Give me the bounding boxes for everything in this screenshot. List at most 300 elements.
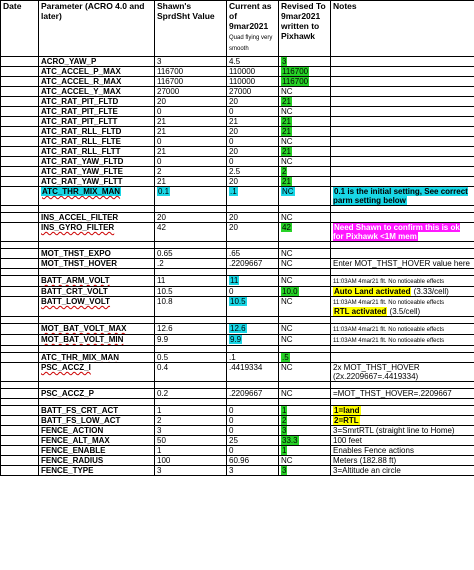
current-value: 4.5 xyxy=(229,57,241,66)
cell-shawn xyxy=(155,117,227,127)
cell-shawn xyxy=(155,77,227,87)
cell-param xyxy=(39,353,155,363)
cell-date xyxy=(1,57,39,67)
cell-revised xyxy=(279,259,331,269)
current-value: .65 xyxy=(229,249,241,258)
table-row xyxy=(1,456,474,466)
shawn-value: 42 xyxy=(157,223,166,232)
spacer-cell xyxy=(155,346,227,353)
cell-current xyxy=(227,436,279,446)
current-value: .2209667 xyxy=(229,389,263,398)
cell-shawn xyxy=(155,287,227,297)
note-text: Need Shawn to confirm this is ok for Pixhawk <1M mem xyxy=(333,223,460,241)
cell-param xyxy=(39,297,155,317)
spacer-cell xyxy=(39,382,155,389)
cell-current xyxy=(227,223,279,242)
cell-current xyxy=(227,259,279,269)
cell-date xyxy=(1,127,39,137)
revised-value: NC xyxy=(281,157,293,166)
cell-shawn xyxy=(155,456,227,466)
note-text: 100 feet xyxy=(333,436,362,445)
header-row xyxy=(1,1,474,57)
shawn-value: 3 xyxy=(157,466,162,475)
spacer-cell xyxy=(1,399,39,406)
cell-notes xyxy=(331,416,474,426)
param-name: ATC_RAT_RLL_FLTE xyxy=(41,137,121,146)
cell-current xyxy=(227,97,279,107)
param-name: ATC_ACCEL_R_MAX xyxy=(41,77,122,86)
cell-param xyxy=(39,117,155,127)
cell-date xyxy=(1,406,39,416)
cell-param xyxy=(39,426,155,436)
revised-value: 21 xyxy=(282,97,291,106)
cell-shawn xyxy=(155,297,227,317)
current-value: 20 xyxy=(229,213,238,222)
cell-revised xyxy=(279,363,331,382)
cell-revised xyxy=(279,107,331,117)
param-name: MOT_BAT_VOLT_MAX xyxy=(41,324,127,333)
cell-notes xyxy=(331,117,474,127)
note-text: 11:03AM 4mar21 flt. No noticeable effects xyxy=(333,279,445,285)
cell-revised xyxy=(279,249,331,259)
cell-notes xyxy=(331,213,474,223)
revised-value: NC xyxy=(281,213,293,222)
cell-shawn xyxy=(155,335,227,346)
spacer-cell xyxy=(1,346,39,353)
cell-revised xyxy=(279,187,331,206)
table-row xyxy=(1,436,474,446)
cell-date xyxy=(1,249,39,259)
revised-value: 3 xyxy=(282,426,287,435)
spacer-cell xyxy=(39,346,155,353)
cell-current xyxy=(227,57,279,67)
spacer-cell xyxy=(331,269,474,276)
table-row xyxy=(1,335,474,346)
spacer-row xyxy=(1,269,474,276)
revised-value: NC xyxy=(281,335,293,344)
current-value: 110000 xyxy=(229,77,256,86)
shawn-value: 9.9 xyxy=(157,335,169,344)
current-value: 20 xyxy=(229,177,238,186)
current-value: 20 xyxy=(229,223,238,232)
table-row xyxy=(1,187,474,206)
cell-param xyxy=(39,87,155,97)
revised-value: NC xyxy=(281,276,293,285)
current-value: .4419334 xyxy=(229,363,263,372)
cell-shawn xyxy=(155,107,227,117)
cell-revised xyxy=(279,456,331,466)
revised-value: 21 xyxy=(282,177,291,186)
cell-param xyxy=(39,436,155,446)
spacer-cell xyxy=(1,206,39,213)
shawn-value: 21 xyxy=(157,117,166,126)
shawn-value: 21 xyxy=(157,127,166,136)
cell-notes xyxy=(331,97,474,107)
revised-value: NC xyxy=(282,187,294,196)
revised-value: NC xyxy=(281,259,293,268)
spacer-cell xyxy=(155,317,227,324)
cell-notes xyxy=(331,363,474,382)
param-name: FENCE_ACTION xyxy=(41,426,104,435)
spacer-cell xyxy=(155,269,227,276)
cell-param xyxy=(39,57,155,67)
cell-date xyxy=(1,324,39,335)
table-row xyxy=(1,223,474,242)
param-name: BATT_FS_CRT_ACT xyxy=(41,406,119,415)
current-value: 20 xyxy=(229,127,238,136)
revised-value: 33.3 xyxy=(282,436,298,445)
param-name: BATT_CRT_VOLT xyxy=(41,287,108,296)
cell-date xyxy=(1,456,39,466)
shawn-value: 10.5 xyxy=(157,287,173,296)
table-row xyxy=(1,406,474,416)
cell-param xyxy=(39,389,155,399)
header-current xyxy=(227,1,279,57)
param-name: PSC_ACCZ_P xyxy=(41,389,94,398)
spacer-cell xyxy=(1,317,39,324)
spacer-cell xyxy=(227,399,279,406)
spacer-cell xyxy=(39,269,155,276)
cell-param xyxy=(39,287,155,297)
cell-shawn xyxy=(155,67,227,77)
cell-revised xyxy=(279,446,331,456)
revised-value: NC xyxy=(281,297,293,306)
cell-current xyxy=(227,77,279,87)
header-current-sub: Quad flying very smooth xyxy=(229,35,273,52)
revised-value: 3 xyxy=(282,57,287,66)
spacer-cell xyxy=(279,317,331,324)
cell-current xyxy=(227,167,279,177)
cell-notes xyxy=(331,187,474,206)
current-value: 60.96 xyxy=(229,456,250,465)
table-row xyxy=(1,466,474,476)
shawn-value: 20 xyxy=(157,213,166,222)
cell-notes xyxy=(331,389,474,399)
revised-value: NC xyxy=(281,324,293,333)
current-value: 25 xyxy=(229,436,238,445)
cell-date xyxy=(1,297,39,317)
revised-value: 2 xyxy=(282,416,287,425)
cell-date xyxy=(1,276,39,287)
cell-param xyxy=(39,249,155,259)
param-name: FENCE_TYPE xyxy=(41,466,94,475)
current-value: 0 xyxy=(229,416,234,425)
cell-notes xyxy=(331,353,474,363)
spacer-cell xyxy=(227,317,279,324)
spacer-cell xyxy=(331,317,474,324)
param-name: BATT_ARM_VOLT xyxy=(41,276,110,285)
note-text: 1=land xyxy=(334,406,360,415)
table-row xyxy=(1,213,474,223)
cell-notes xyxy=(331,276,474,287)
current-value: 10.5 xyxy=(230,297,246,306)
revised-value: 21 xyxy=(282,127,291,136)
cell-revised xyxy=(279,67,331,77)
cell-date xyxy=(1,416,39,426)
spacer-cell xyxy=(331,242,474,249)
cell-shawn xyxy=(155,223,227,242)
revised-value: 42 xyxy=(282,223,291,232)
spacer-cell xyxy=(39,206,155,213)
table-row xyxy=(1,77,474,87)
current-value: .1 xyxy=(229,353,236,362)
cell-date xyxy=(1,363,39,382)
cell-notes xyxy=(331,107,474,117)
cell-date xyxy=(1,353,39,363)
cell-revised xyxy=(279,147,331,157)
table-row xyxy=(1,137,474,147)
current-value: 20 xyxy=(229,97,238,106)
header-notes: Notes xyxy=(331,1,474,57)
cell-param xyxy=(39,406,155,416)
cell-notes xyxy=(331,335,474,346)
cell-date xyxy=(1,167,39,177)
cell-revised xyxy=(279,87,331,97)
cell-revised xyxy=(279,324,331,335)
spacer-row xyxy=(1,399,474,406)
cell-current xyxy=(227,276,279,287)
cell-date xyxy=(1,97,39,107)
cell-shawn xyxy=(155,87,227,97)
param-name: ATC_ACCEL_Y_MAX xyxy=(41,87,121,96)
cell-notes xyxy=(331,446,474,456)
cell-shawn xyxy=(155,406,227,416)
cell-param xyxy=(39,67,155,77)
spacer-cell xyxy=(331,346,474,353)
cell-current xyxy=(227,363,279,382)
cell-current xyxy=(227,213,279,223)
param-name: ATC_RAT_RLL_FLTD xyxy=(41,127,122,136)
cell-shawn xyxy=(155,324,227,335)
spacer-cell xyxy=(331,399,474,406)
cell-date xyxy=(1,77,39,87)
note-text: Enter MOT_THST_HOVER value here xyxy=(333,259,470,268)
cell-shawn xyxy=(155,389,227,399)
cell-date xyxy=(1,436,39,446)
shawn-value: 10.8 xyxy=(157,297,173,306)
header-revised: Revised To 9mar2021 written to Pixhawk xyxy=(279,1,331,57)
cell-revised xyxy=(279,416,331,426)
cell-current xyxy=(227,446,279,456)
cell-date xyxy=(1,67,39,77)
shawn-value: 0.5 xyxy=(157,353,169,362)
cell-revised xyxy=(279,353,331,363)
header-date: Date xyxy=(1,1,39,57)
cell-current xyxy=(227,406,279,416)
spacer-cell xyxy=(279,382,331,389)
shawn-value: 0.65 xyxy=(157,249,173,258)
cell-notes xyxy=(331,259,474,269)
revised-value: NC xyxy=(281,363,293,372)
current-value: 0 xyxy=(229,107,234,116)
shawn-value: 0 xyxy=(157,137,162,146)
spacer-row xyxy=(1,317,474,324)
cell-revised xyxy=(279,389,331,399)
cell-param xyxy=(39,446,155,456)
table-body xyxy=(1,57,474,476)
cell-shawn xyxy=(155,426,227,436)
cell-date xyxy=(1,117,39,127)
current-value: 12.6 xyxy=(230,324,246,333)
cell-current xyxy=(227,117,279,127)
revised-value: NC xyxy=(281,389,293,398)
cell-param xyxy=(39,335,155,346)
cell-current xyxy=(227,297,279,317)
shawn-value: 116700 xyxy=(157,77,184,86)
param-name: ATC_RAT_PIT_FLTE xyxy=(41,107,118,116)
cell-param xyxy=(39,223,155,242)
cell-shawn xyxy=(155,276,227,287)
cell-revised xyxy=(279,297,331,317)
cell-shawn xyxy=(155,57,227,67)
table-row xyxy=(1,127,474,137)
current-value: 0 xyxy=(229,406,234,415)
shawn-value: 100 xyxy=(157,456,171,465)
cell-date xyxy=(1,107,39,117)
cell-shawn xyxy=(155,213,227,223)
cell-param xyxy=(39,276,155,287)
spacer-cell xyxy=(331,382,474,389)
param-name: MOT_BAT_VOLT_MIN xyxy=(41,335,124,344)
table-row xyxy=(1,259,474,269)
revised-value: 2 xyxy=(282,167,287,176)
spacer-row xyxy=(1,346,474,353)
cell-current xyxy=(227,67,279,77)
current-value: .1 xyxy=(230,187,237,196)
spacer-cell xyxy=(1,242,39,249)
param-name: ATC_RAT_YAW_FLTE xyxy=(41,167,123,176)
shawn-value: 1 xyxy=(157,406,162,415)
cell-revised xyxy=(279,406,331,416)
cell-shawn xyxy=(155,436,227,446)
revised-value: 116700 xyxy=(282,67,309,76)
cell-notes xyxy=(331,297,474,317)
cell-shawn xyxy=(155,363,227,382)
cell-param xyxy=(39,363,155,382)
shawn-value: 2 xyxy=(157,167,162,176)
cell-shawn xyxy=(155,466,227,476)
current-value: 0 xyxy=(229,157,234,166)
cell-revised xyxy=(279,97,331,107)
shawn-value: 0 xyxy=(157,157,162,166)
note-text: =MOT_THST_HOVER=.2209667 xyxy=(333,389,452,398)
param-name: MOT_THST_HOVER xyxy=(41,259,118,268)
cell-revised xyxy=(279,436,331,446)
cell-param xyxy=(39,97,155,107)
cell-param xyxy=(39,324,155,335)
revised-value: 116700 xyxy=(282,77,309,86)
cell-current xyxy=(227,287,279,297)
cell-date xyxy=(1,157,39,167)
cell-revised xyxy=(279,466,331,476)
cell-current xyxy=(227,335,279,346)
shawn-value: 1 xyxy=(157,446,162,455)
table-row xyxy=(1,107,474,117)
spacer-cell xyxy=(227,242,279,249)
cell-param xyxy=(39,137,155,147)
shawn-value: 27000 xyxy=(157,87,180,96)
cell-date xyxy=(1,287,39,297)
table-row xyxy=(1,287,474,297)
cell-current xyxy=(227,107,279,117)
table-row xyxy=(1,426,474,436)
cell-revised xyxy=(279,335,331,346)
cell-date xyxy=(1,187,39,206)
cell-param xyxy=(39,456,155,466)
cell-notes xyxy=(331,406,474,416)
param-name: ATC_RAT_YAW_FLTT xyxy=(41,177,123,186)
spacer-cell xyxy=(1,269,39,276)
shawn-value: 21 xyxy=(157,147,166,156)
revised-value: 10.0 xyxy=(282,287,298,296)
cell-param xyxy=(39,77,155,87)
cell-revised xyxy=(279,287,331,297)
note-text: 11:03AM 4mar21 flt. No noticeable effects xyxy=(333,300,445,306)
current-value: 0 xyxy=(229,426,234,435)
table-row xyxy=(1,389,474,399)
param-name: FENCE_ENABLE xyxy=(41,446,106,455)
cell-param xyxy=(39,177,155,187)
spacer-cell xyxy=(39,317,155,324)
cell-current xyxy=(227,389,279,399)
cell-shawn xyxy=(155,157,227,167)
spacer-cell xyxy=(1,382,39,389)
note-text: 0.1 is the initial setting, See correct parm setting below xyxy=(333,187,468,205)
revised-value: 1 xyxy=(282,446,287,455)
shawn-value: 3 xyxy=(157,426,162,435)
cell-shawn xyxy=(155,187,227,206)
cell-revised xyxy=(279,127,331,137)
table-row xyxy=(1,167,474,177)
revised-value: NC xyxy=(281,87,293,96)
note-text: 2x MOT_THST_HOVER (2x.2209667=.4419334) xyxy=(333,363,420,381)
cell-param xyxy=(39,466,155,476)
cell-current xyxy=(227,456,279,466)
cell-current xyxy=(227,324,279,335)
cell-param xyxy=(39,167,155,177)
param-name: ATC_ACCEL_P_MAX xyxy=(41,67,121,76)
note-text: 11:03AM 4mar21 flt. No noticeable effects xyxy=(333,327,445,333)
cell-param xyxy=(39,157,155,167)
spacer-cell xyxy=(279,242,331,249)
cell-shawn xyxy=(155,353,227,363)
cell-current xyxy=(227,157,279,167)
current-value: 3 xyxy=(229,466,234,475)
spacer-cell xyxy=(227,346,279,353)
cell-notes xyxy=(331,287,474,297)
spacer-cell xyxy=(39,242,155,249)
cell-notes xyxy=(331,177,474,187)
cell-notes xyxy=(331,77,474,87)
cell-notes xyxy=(331,456,474,466)
cell-shawn xyxy=(155,147,227,157)
cell-param xyxy=(39,213,155,223)
spacer-cell xyxy=(331,206,474,213)
cell-date xyxy=(1,389,39,399)
header-shawn: Shawn's SprdSht Value xyxy=(155,1,227,57)
spacer-row xyxy=(1,382,474,389)
cell-date xyxy=(1,177,39,187)
note-text: 2=RTL xyxy=(334,416,359,425)
current-value: 20 xyxy=(229,147,238,156)
note-extra-2: (3.5/cell) xyxy=(387,307,421,316)
shawn-value: .2 xyxy=(157,259,164,268)
revised-value: NC xyxy=(281,107,293,116)
shawn-value: 116700 xyxy=(157,67,184,76)
header-current-label: Current as of 9mar2021 xyxy=(229,1,272,31)
table-row xyxy=(1,297,474,317)
revised-value: 3 xyxy=(282,466,287,475)
